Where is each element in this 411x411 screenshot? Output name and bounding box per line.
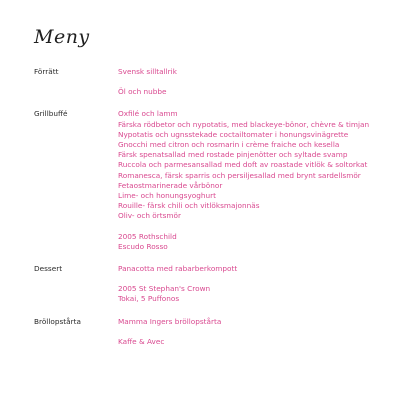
menu-item: Oxfilé och lamm [118, 109, 178, 119]
menu-section-brollopstarta [34, 317, 394, 347]
menu-section-forratt [34, 67, 394, 97]
menu-item: Oliv- och örtsmör [118, 211, 181, 221]
menu-item: Lime- och honungsyoghurt [118, 191, 216, 201]
menu-item: Gnocchi med citron och rosmarin i crème fraiche och kesella [118, 140, 340, 150]
menu-item: Ruccola och parmesansallad med doft av roastade vitlök & soltorkat [118, 160, 368, 170]
wine-item: Escudo Rosso [118, 241, 168, 251]
menu-item: Kaffe & Avec [118, 336, 165, 346]
menu-item: Mamma Ingers bröllopstårta [118, 316, 222, 326]
menu-list [34, 67, 394, 359]
menu-item: Färska rödbetor och nypotatis, med blackeye-bönor, chèvre & timjan [118, 119, 370, 129]
section-label: Förrätt [34, 67, 59, 76]
wine-item: 2005 St Stephan's Crown [118, 284, 211, 294]
menu-item: Nypotatis och ugnsstekade coctailtomater i honungsvinägrette [118, 129, 349, 139]
section-items [118, 67, 394, 97]
menu-item: Panacotta med rabarberkompott [118, 264, 238, 274]
menu-item: Färsk spenatsallad med rostade pinjenötter och syltade svamp [118, 150, 348, 160]
menu-item: Romanesca, färsk sparris och persiljesallad med brynt sardellsmör [118, 170, 361, 180]
wine-item: 2005 Rothschild [118, 231, 177, 241]
section-label: Dessert [34, 264, 63, 274]
section-label: Bröllopstårta [34, 316, 81, 326]
wine-item: Tokai, 5 Puffonos [118, 294, 180, 304]
menu-item: Rouille- färsk chili och vitlöksmajonnäs [118, 201, 260, 211]
menu-item: Öl och nubbe [118, 87, 167, 97]
menu-section-dessert [34, 264, 394, 305]
menu-title: Meny [34, 26, 90, 48]
menu-item: Svensk silltallrik [118, 67, 177, 76]
section-items [118, 109, 394, 252]
section-items [118, 264, 394, 305]
menu-item: Fetaostmarinerade vårbönor [118, 180, 223, 190]
section-label: Grillbuffé [34, 109, 68, 119]
menu-section-grillbuffe [34, 109, 394, 252]
section-items [118, 317, 394, 347]
